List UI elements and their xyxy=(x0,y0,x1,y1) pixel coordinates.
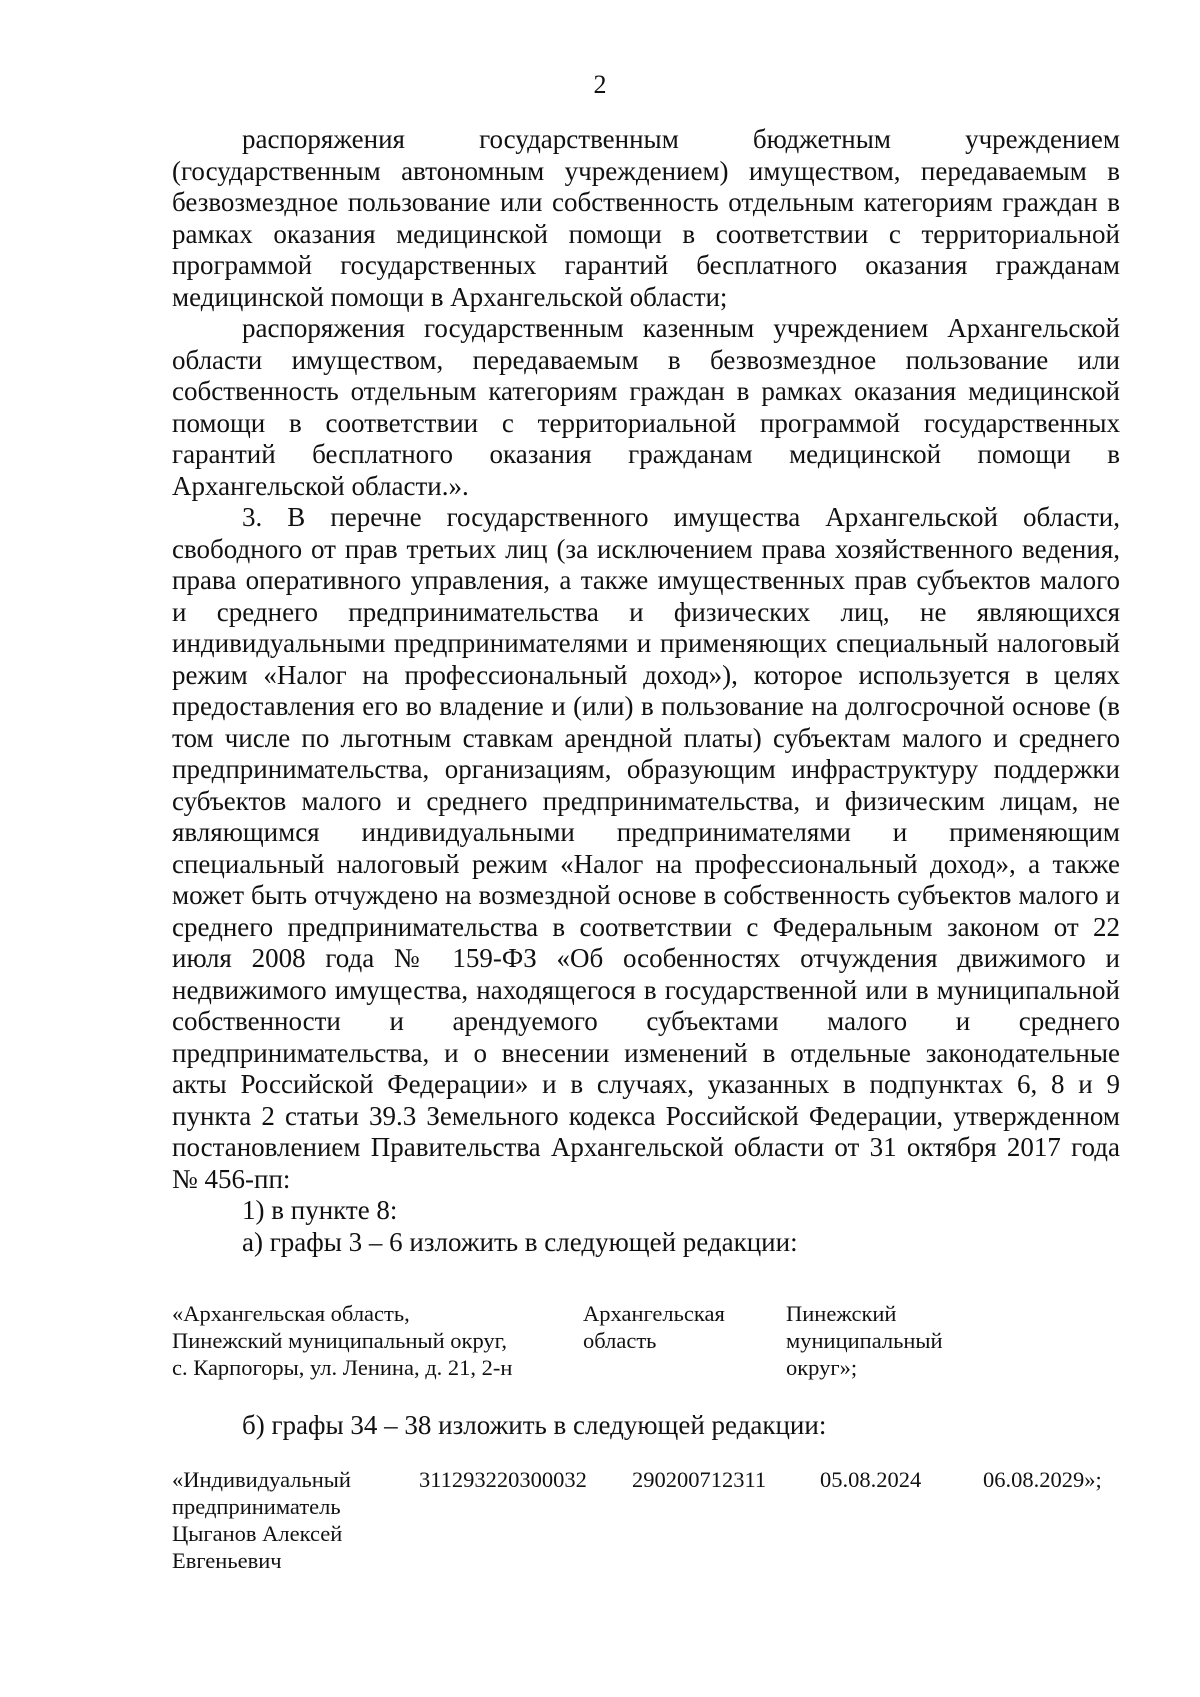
subitem-1: 1) в пункте 8: xyxy=(242,1195,398,1225)
table-a-address-line: Пинежский муниципальный округ, xyxy=(172,1328,507,1353)
table-a-district-line: муниципальный xyxy=(786,1328,943,1353)
table-b-start-date-cell: 05.08.2024 xyxy=(820,1467,922,1492)
table-a-region-line: область xyxy=(583,1328,657,1353)
table-b-ogrnip-cell: 311293220300032 xyxy=(419,1467,587,1492)
table-a-address-line: с. Карпогоры, ул. Ленина, д. 21, 2-н xyxy=(172,1355,513,1380)
table-b-end-date-cell: 06.08.2029»; xyxy=(983,1467,1102,1492)
table-b-entrepreneur-line: Евгеньевич xyxy=(172,1548,282,1573)
table-a-address-cell xyxy=(172,1300,562,1381)
table-a-address-line: «Архангельская область, xyxy=(172,1301,410,1326)
table-a-district-line: Пинежский xyxy=(786,1301,897,1326)
table-b-entrepreneur-line: предприниматель xyxy=(172,1494,341,1519)
body-text xyxy=(172,124,1120,1258)
table-a-district-line: округ»; xyxy=(786,1355,858,1380)
table-b-entrepreneur-cell xyxy=(172,1466,392,1574)
table-a-region-line: Архангельская xyxy=(583,1301,725,1326)
table-a-district-cell xyxy=(786,1300,986,1381)
subitem-a: а) графы 3 – 6 изложить в следующей редакции: xyxy=(242,1226,798,1257)
paragraph-item-3: 3. В перечне государственного имущества Архангельской области, свободного от прав третьих лиц (за исключением права хозяйственного ведения, права оперативного управления, а также имущественных прав субъектов малого и среднего предпринимательства и физических лиц, не являющихся индивидуальными предпринимателями и применяющих специальный налоговый режим «Налог на профессиональный доход»), которое используется в целях предоставления его во владение и (или) в пользование на долгосрочной основе (в том числе по льготным ставкам арендной платы) субъектам малого и среднего предпринимательства, организациям, образующим инфраструктуру поддержки субъектов малого и среднего предпринимательства, и физическим лицам, не являющимся индивидуальными предпринимателями и применяющим специальный налоговый режим «Налог на профессиональный доход», а также может быть отчуждено на возмездной основе в собственность субъектов малого и среднего предпринимательства в соответствии с Федеральным законом от 22 июля 2008 года № 159-ФЗ «Об особенностях отчуждения движимого и недвижимого имущества, находящегося в государственной или в муниципальной собственности и арендуемого субъектами малого и среднего предпринимательства, и о внесении изменений в отдельные законодательные акты Российской Федерации» и в случаях, указанных в подпунктах 6, 8 и 9 пункта 2 статьи 39.3 Земельного кодекса Российской Федерации, утвержденном постановлением Правительства Архангельской области от 31 октября 2017 года № 456-пп: xyxy=(172,502,1120,1194)
table-b-entrepreneur-line: Цыганов Алексей xyxy=(172,1521,343,1546)
subitem-b: б) графы 34 – 38 изложить в следующей редакции: xyxy=(242,1410,827,1440)
paragraph-state-institution: распоряжения государственным казенным учреждением Архангельской области имуществом, передаваемым в безвозмездное пользование или собственность отдельным категориям граждан в рамках оказания медицинской помощи в соответствии с территориальной программой государственных гарантий бесплатного оказания гражданам медицинской помощи в Архангельской области.». xyxy=(172,313,1120,501)
table-b-inn-cell: 290200712311 xyxy=(632,1467,767,1492)
table-a-region-cell xyxy=(583,1300,763,1354)
page-number: 2 xyxy=(593,70,607,99)
paragraph-budget-institution: распоряжения государственным бюджетным учреждением (государственным автономным учреждением) имуществом, передаваемым в безвозмездное пользование или собственность отдельным категориям граждан в рамках оказания медицинской помощи в соответствии с территориальной программой государственных гарантий бесплатного оказания гражданам медицинской помощи в Архангельской области; xyxy=(172,124,1120,312)
table-b-entrepreneur-line: «Индивидуальный xyxy=(172,1467,351,1492)
